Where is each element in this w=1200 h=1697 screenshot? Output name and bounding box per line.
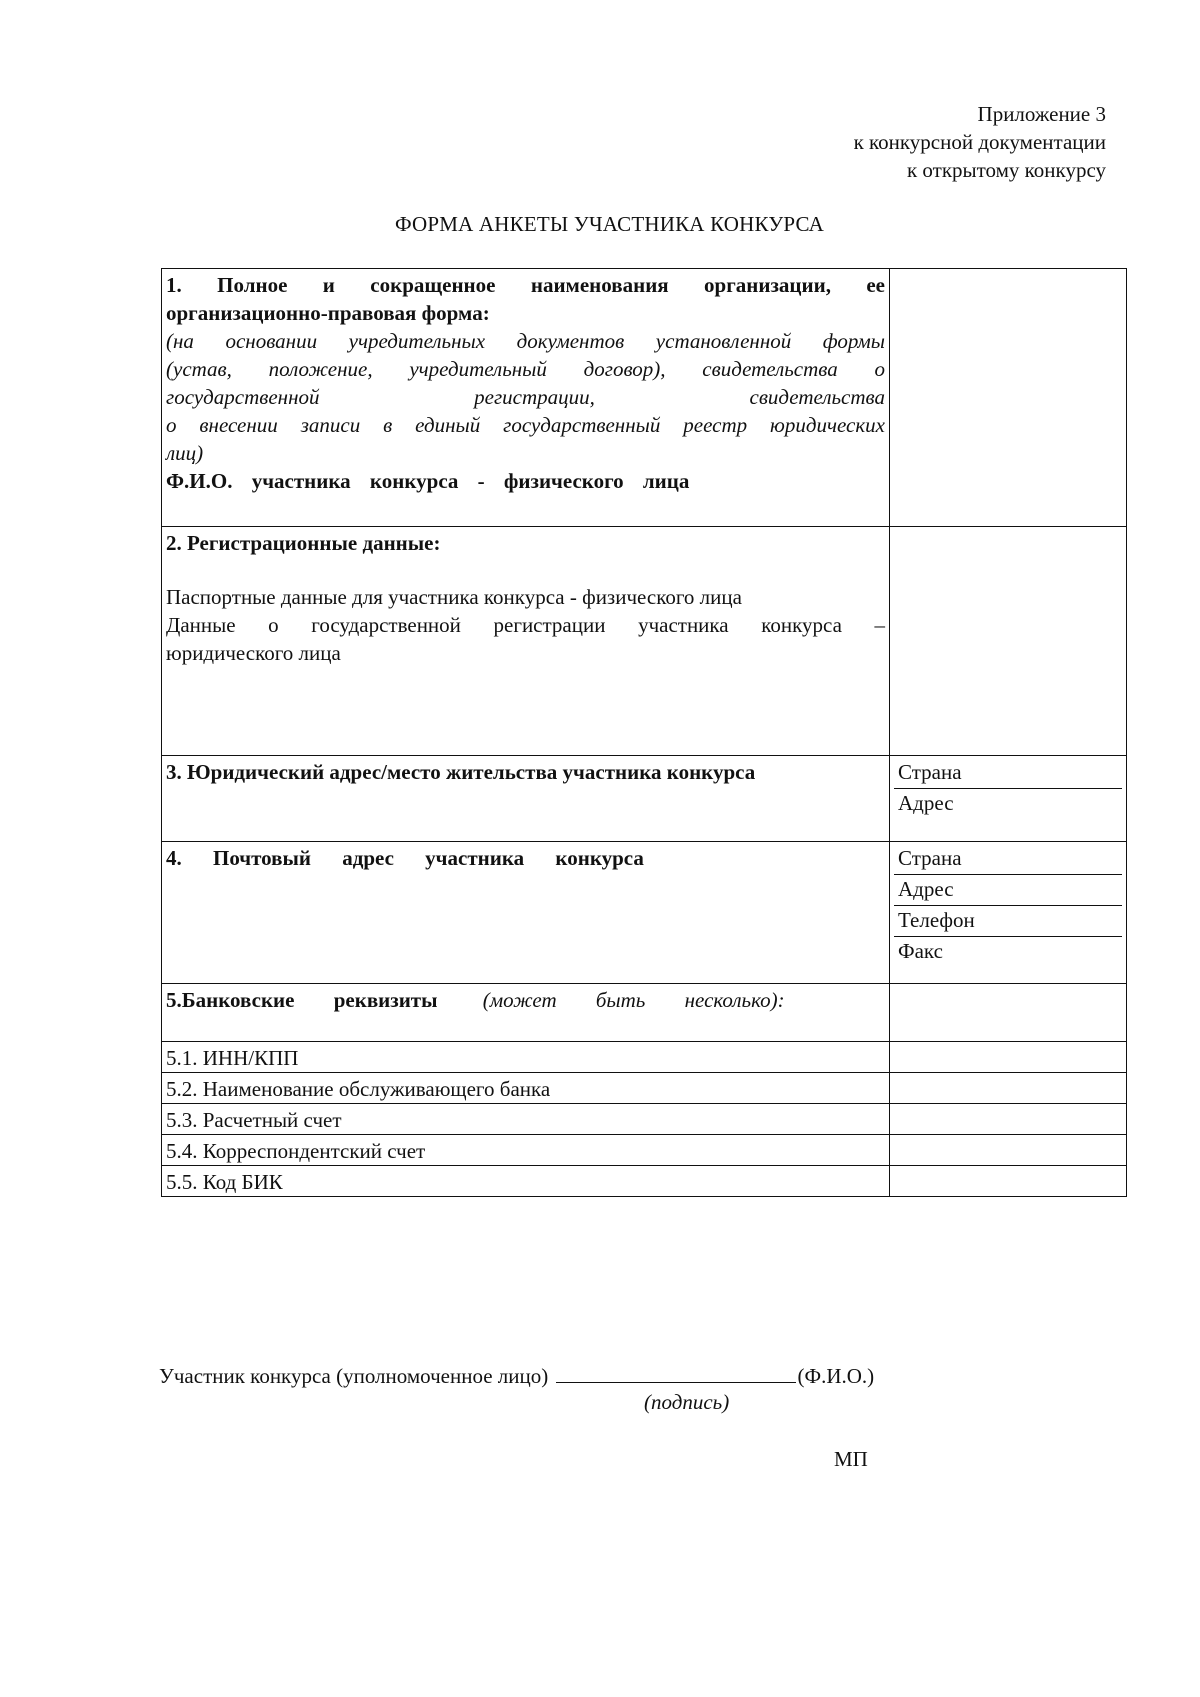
section-4-address-field[interactable]: Адрес [894,875,1122,906]
bank-row-label: 5.5. Код БИК [162,1166,890,1197]
section-2-line-3: юридического лица [166,641,341,665]
signature-blank[interactable] [556,1362,796,1383]
section-4-country-field[interactable]: Страна [894,844,1122,875]
section-4-phone-field[interactable]: Телефон [894,906,1122,937]
bank-row-label: 5.4. Корреспондентский счет [162,1135,890,1166]
bank-row-value[interactable] [890,1135,1127,1166]
signature-line [159,1362,874,1389]
section-1-bold-line-2: организационно-правовая форма: [166,301,490,325]
section-1-italic-line-4: о внесении записи в единый государственный реестр юридических [166,413,885,437]
section-1-label [162,269,890,527]
signature-label: Участник конкурса (уполномоченное лицо) [159,1364,549,1388]
appendix-line-1: Приложение 3 [977,102,1106,126]
section-3-country-field[interactable]: Страна [894,758,1122,789]
section-4-fax-field[interactable]: Факс [898,939,943,963]
questionnaire-table [161,268,1127,1197]
section-5-note: (может быть несколько): [482,988,785,1012]
section-2-row [162,527,1127,756]
section-1-italic-line-1: (на основании учредительных документов установленной формы [166,329,885,353]
section-4-fields [890,842,1127,984]
form-title: ФОРМА АНКЕТЫ УЧАСТНИКА КОНКУРСА [394,212,825,236]
section-1-italic-line-5: лиц) [166,441,204,465]
section-1-italic-line-2: (устав, положение, учредительный договор), свидетельства о [166,357,885,381]
section-5-row [162,984,1127,1042]
bank-row-value[interactable] [890,1166,1127,1197]
bank-row [162,1042,1127,1073]
appendix-line-3: к открытому конкурсу [906,158,1106,182]
section-2-heading: 2. Регистрационные данные: [166,531,441,555]
section-5-label [162,984,890,1042]
bank-row-value[interactable] [890,1042,1127,1073]
section-2-value[interactable] [890,527,1127,756]
section-2-line-1: Паспортные данные для участника конкурса - физического лица [166,585,742,609]
section-1-bold-line-1: 1. Полное и сокращенное наименования организации, ее [166,273,885,297]
signature-fio: (Ф.И.О.) [797,1364,875,1388]
bank-row [162,1073,1127,1104]
appendix-note [854,100,1106,184]
section-1-fio: Ф.И.О. участника конкурса - физического лица [166,469,690,493]
section-2-label [162,527,890,756]
section-1-value[interactable] [890,269,1127,527]
bank-row-label: 5.1. ИНН/КПП [162,1042,890,1073]
bank-row [162,1104,1127,1135]
signature-caption: (подпись) [644,1390,730,1414]
bank-row-value[interactable] [890,1104,1127,1135]
bank-row [162,1166,1127,1197]
section-3-address-field[interactable]: Адрес [898,791,954,815]
section-3-label: 3. Юридический адрес/место жительства участника конкурса [162,756,890,842]
bank-row-label: 5.3. Расчетный счет [162,1104,890,1135]
section-4-label: 4. Почтовый адрес участника конкурса [162,842,890,984]
section-3-fields [890,756,1127,842]
bank-row-value[interactable] [890,1073,1127,1104]
bank-row-label: 5.2. Наименование обслуживающего банка [162,1073,890,1104]
section-1-row [162,269,1127,527]
appendix-line-2: к конкурсной документации [853,130,1106,154]
stamp-place: МП [834,1447,868,1471]
section-1-italic-line-3: государственной регистрации, свидетельства [166,385,885,409]
bank-row [162,1135,1127,1166]
section-3-row [162,756,1127,842]
section-4-row [162,842,1127,984]
section-5-value[interactable] [890,984,1127,1042]
section-2-line-2: Данные о государственной регистрации участника конкурса – [166,613,885,637]
section-5-heading: 5.Банковские реквизиты [166,988,438,1012]
